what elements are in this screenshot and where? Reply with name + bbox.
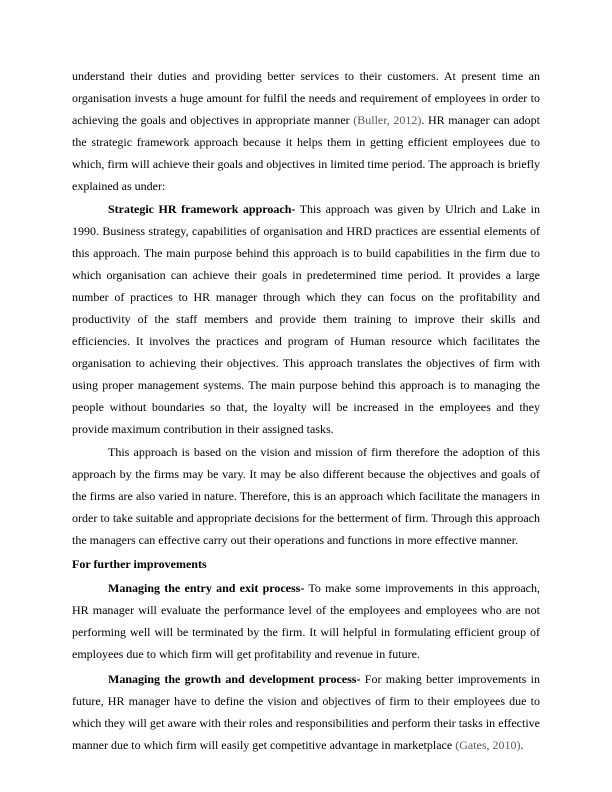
citation: (Buller, 2012) — [353, 112, 422, 127]
paragraph-heading: Managing the growth and development process- — [108, 672, 361, 687]
citation: (Gates, 2010) — [455, 738, 521, 753]
paragraph-vision-mission — [72, 442, 540, 552]
paragraph-text: . HR manager can adopt the strategic framework approach because it helps them in getting efficient employees due to which, firm will achieve their goals and objectives in limited time period. The approach is briefly explained as under: — [72, 112, 540, 193]
paragraph-text: To make some improvements in this approach, HR manager will evaluate the performance level of the employees and employees who are not performing well will be terminated by the firm. It will helpful in formulating efficient group of employees due to which firm will get profitability and revenue in future. — [72, 580, 540, 661]
paragraph-growth-development — [72, 669, 540, 757]
paragraph-text: For making better improvements in future, HR manager have to define the vision and objectives of firm to their employees due to which they will get aware with their roles and responsibilities and perform their tasks in effective manner due to which firm will easily get competitive advantage in marketplace — [72, 672, 540, 753]
paragraph-text: This approach was given by Ulrich and Lake in 1990. Business strategy, capabilities of organisation and HRD practices are essential elements of this approach. The main purpose behind this approach is to build capabilities in the firm due to which organisation can achieve their goals in predetermined time period. It provides a large number of practices to HR manager through which they can focus on the profitability and productivity of the staff members and provide them training to improve their skills and efficiencies. It involves the practices and program of Human resource which facilitates the organisation to achieving their objectives. This approach translates the objectives of firm with using proper management systems. The main purpose behind this approach is to managing the people without boundaries so that, the loyalty will be increased in the employees and they provide maximum contribution in their assigned tasks. — [72, 202, 540, 436]
paragraph-heading: Managing the entry and exit process- — [108, 580, 305, 595]
paragraph-text: understand their duties and providing better services to their customers. At present time an organisation invests a huge amount for fulfil the needs and requirement of employees in order to achieving the goals and objectives in appropriate manner — [72, 69, 540, 127]
paragraph-text: This approach is based on the vision and mission of firm therefore the adoption of this approach by the firms may be vary. It may be also different because the objectives and goals of the firms are also varied in nature. Therefore, this is an approach which facilitate the managers in order to take suitable and appropriate decisions for the betterment of firm. Through this approach the managers can effective carry out their operations and functions in more effective manner. — [72, 445, 540, 548]
paragraph-text: . — [520, 738, 524, 753]
paragraph-intro — [72, 66, 540, 197]
paragraph-entry-exit — [72, 578, 540, 666]
paragraph-heading: Strategic HR framework approach- — [108, 202, 296, 217]
paragraph-strategic-hr — [72, 199, 540, 440]
section-heading: For further improvements — [72, 556, 207, 571]
document-page — [72, 66, 540, 757]
